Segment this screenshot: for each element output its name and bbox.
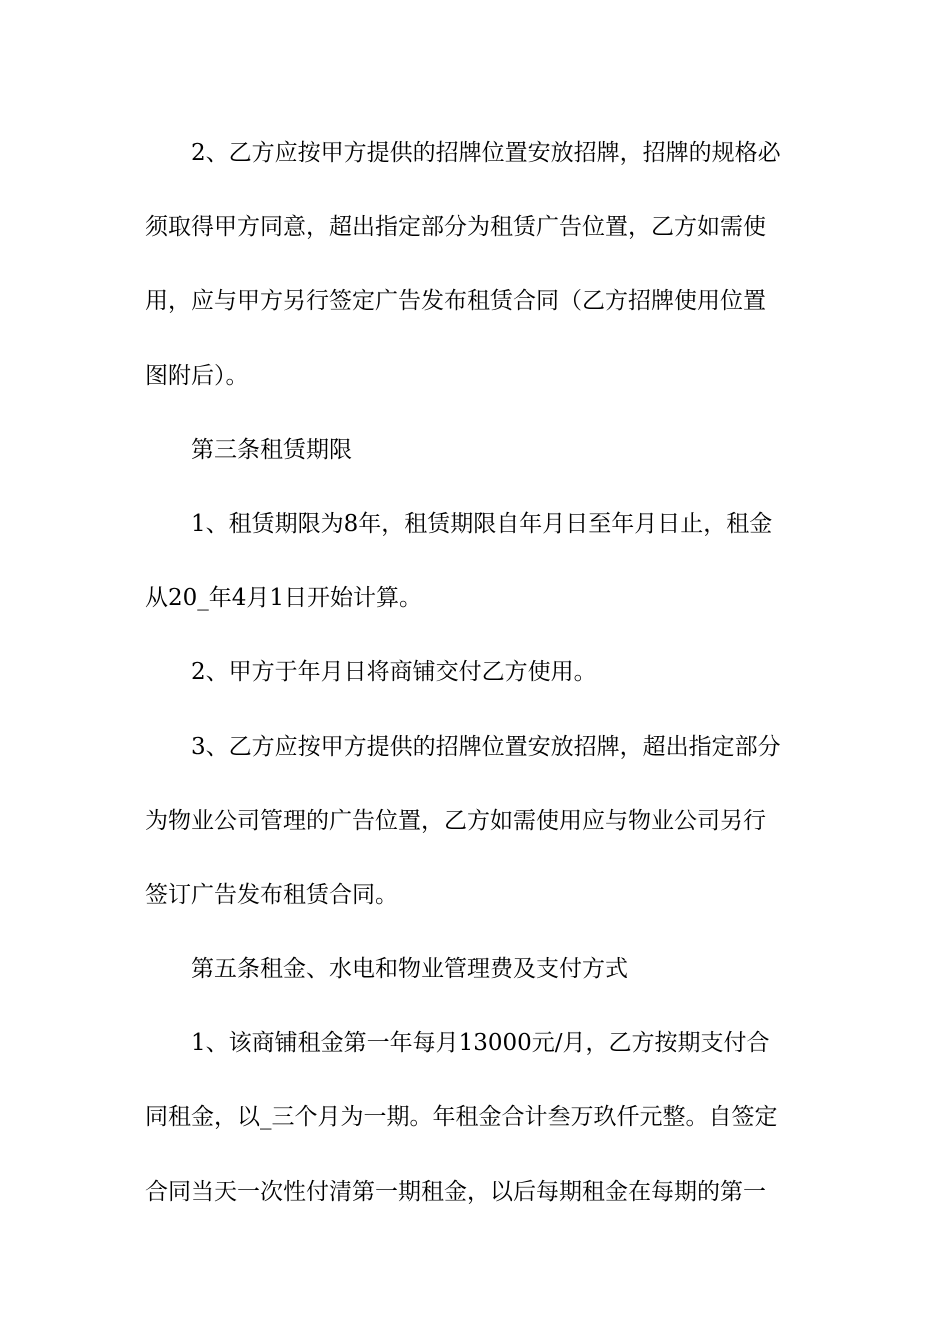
heading-line: 第五条租金、水电和物业管理费及支付方式 <box>191 956 628 983</box>
text-line: 为物业公司管理的广告位置，乙方如需使用应与物业公司另行 <box>145 807 766 834</box>
text-line: 签订广告发布租赁合同。 <box>145 881 398 908</box>
text-line: 同租金，以_三个月为一期。年租金合计叁万玖仟元整。自签定 <box>145 1104 778 1131</box>
paragraph-handover <box>145 635 810 709</box>
text-line: 2、乙方应按甲方提供的招牌位置安放招牌，招牌的规格必 <box>191 140 781 166</box>
paragraph-advertising-position <box>145 710 810 933</box>
document-body <box>145 116 810 1229</box>
text-line: 须取得甲方同意，超出指定部分为租赁广告位置，乙方如需使 <box>145 214 766 241</box>
text-line: 3、乙方应按甲方提供的招牌位置安放招牌，超出指定部分 <box>191 733 781 760</box>
text-line: 1、租赁期限为8年，租赁期限自年月日至年月日止，租金 <box>191 510 773 537</box>
section-heading-lease-term <box>145 413 810 487</box>
section-heading-rent-payment <box>145 932 810 1006</box>
text-line: 从20_年4月1日开始计算。 <box>145 585 423 612</box>
text-line: 1、该商铺租金第一年每月13000元/月，乙方按期支付合 <box>191 1030 770 1057</box>
paragraph-rent-amount <box>145 1006 810 1229</box>
paragraph-signboard-clause <box>145 116 810 413</box>
text-line: 合同当天一次性付清第一期租金，以后每期租金在每期的第一 <box>145 1178 766 1205</box>
text-line: 2、甲方于年月日将商铺交付乙方使用。 <box>191 659 597 686</box>
text-line: 图附后）。 <box>145 362 249 389</box>
text-line: 用，应与甲方另行签定广告发布租赁合同（乙方招牌使用位置 <box>145 288 766 315</box>
paragraph-lease-period <box>145 487 810 635</box>
heading-line: 第三条租赁期限 <box>191 436 352 463</box>
